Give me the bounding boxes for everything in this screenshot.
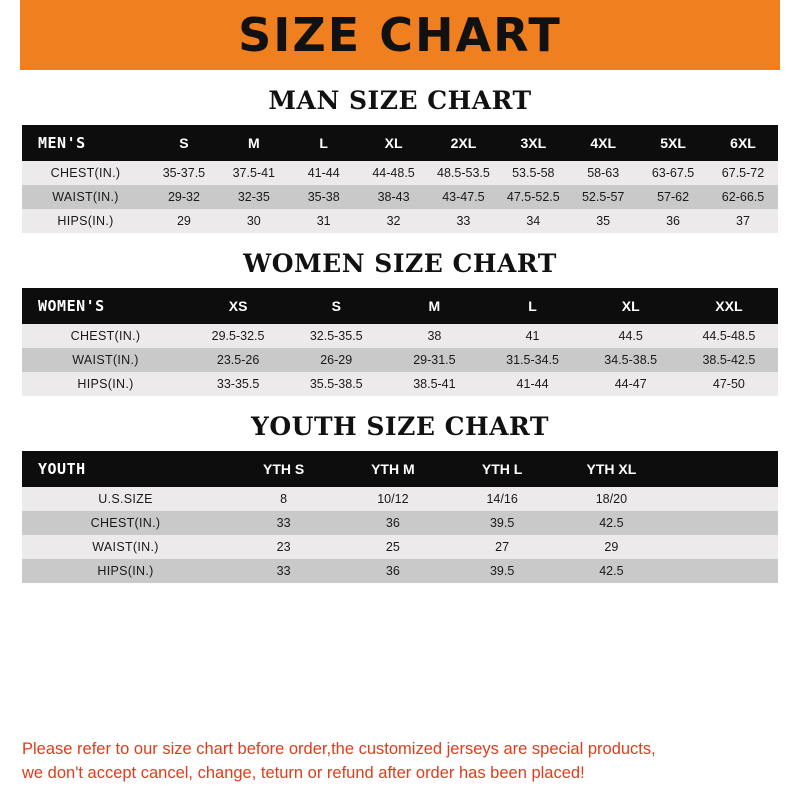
table-row <box>22 559 778 583</box>
men-chest-8: 67.5-72 <box>708 161 778 185</box>
women-size-table <box>22 288 778 396</box>
women-chest-4: 44.5 <box>582 324 680 348</box>
men-hips-2: 31 <box>289 209 359 233</box>
youth-waist-3: 29 <box>557 535 666 559</box>
page-title: SIZE CHART <box>238 8 562 62</box>
table-header-row <box>22 451 778 487</box>
youth-chest-0: 33 <box>229 511 338 535</box>
youth-chest-1: 36 <box>338 511 447 535</box>
men-hips-0: 29 <box>149 209 219 233</box>
women-col-5: XXL <box>680 288 778 324</box>
women-chest-1: 32.5-35.5 <box>287 324 385 348</box>
men-size-table <box>22 125 778 233</box>
men-waist-3: 38-43 <box>359 185 429 209</box>
youth-waist-2: 27 <box>448 535 557 559</box>
youth-chest-3: 42.5 <box>557 511 666 535</box>
men-hips-4: 33 <box>429 209 499 233</box>
youth-spacer-cell <box>666 511 778 535</box>
youth-hips-2: 39.5 <box>448 559 557 583</box>
men-hips-8: 37 <box>708 209 778 233</box>
men-chest-2: 41-44 <box>289 161 359 185</box>
table-row <box>22 185 778 209</box>
women-hips-3: 41-44 <box>483 372 581 396</box>
men-col-6: 4XL <box>568 125 638 161</box>
youth-ussize-2: 14/16 <box>448 487 557 511</box>
women-row-label-waist: WAIST(IN.) <box>22 348 189 372</box>
men-chest-5: 53.5-58 <box>498 161 568 185</box>
men-hips-1: 30 <box>219 209 289 233</box>
youth-col-1: YTH M <box>338 451 447 487</box>
youth-col-spacer <box>666 451 778 487</box>
men-col-4: 2XL <box>429 125 499 161</box>
men-hips-7: 36 <box>638 209 708 233</box>
women-waist-0: 23.5-26 <box>189 348 287 372</box>
women-hips-5: 47-50 <box>680 372 778 396</box>
women-table-head <box>22 288 778 324</box>
women-col-2: M <box>385 288 483 324</box>
women-waist-5: 38.5-42.5 <box>680 348 778 372</box>
men-hips-6: 35 <box>568 209 638 233</box>
men-chest-0: 35-37.5 <box>149 161 219 185</box>
table-header-row <box>22 288 778 324</box>
section-title-youth: YOUTH SIZE CHART <box>251 412 549 441</box>
women-col-1: S <box>287 288 385 324</box>
table-row <box>22 511 778 535</box>
women-hips-2: 38.5-41 <box>385 372 483 396</box>
men-waist-6: 52.5-57 <box>568 185 638 209</box>
table-row <box>22 535 778 559</box>
table-row <box>22 487 778 511</box>
men-col-1: M <box>219 125 289 161</box>
men-col-8: 6XL <box>708 125 778 161</box>
table-row <box>22 324 778 348</box>
youth-col-3: YTH XL <box>557 451 666 487</box>
banner-right-margin <box>780 0 800 70</box>
table-row <box>22 372 778 396</box>
women-col-3: L <box>483 288 581 324</box>
section-title-women: WOMEN SIZE CHART <box>243 249 557 278</box>
youth-spacer-cell <box>666 559 778 583</box>
women-row-label-hips: HIPS(IN.) <box>22 372 189 396</box>
women-header-label: WOMEN'S <box>22 288 189 324</box>
women-hips-1: 35.5-38.5 <box>287 372 385 396</box>
youth-hips-0: 33 <box>229 559 338 583</box>
youth-row-label-hips: HIPS(IN.) <box>22 559 229 583</box>
section-men <box>0 70 800 233</box>
men-waist-4: 43-47.5 <box>429 185 499 209</box>
youth-ussize-0: 8 <box>229 487 338 511</box>
youth-ussize-1: 10/12 <box>338 487 447 511</box>
men-chest-6: 58-63 <box>568 161 638 185</box>
women-hips-0: 33-35.5 <box>189 372 287 396</box>
women-chest-3: 41 <box>483 324 581 348</box>
disclaimer-line-1: Please refer to our size chart before order,the customized jerseys are special products, <box>22 740 656 759</box>
youth-table-head <box>22 451 778 487</box>
men-row-label-hips: HIPS(IN.) <box>22 209 149 233</box>
table-row <box>22 209 778 233</box>
men-table-head <box>22 125 778 161</box>
women-waist-1: 26-29 <box>287 348 385 372</box>
men-col-3: XL <box>359 125 429 161</box>
women-chest-5: 44.5-48.5 <box>680 324 778 348</box>
youth-size-table <box>22 451 778 583</box>
men-table-body <box>22 161 778 233</box>
men-col-5: 3XL <box>498 125 568 161</box>
men-waist-5: 47.5-52.5 <box>498 185 568 209</box>
youth-table-body <box>22 487 778 583</box>
youth-col-0: YTH S <box>229 451 338 487</box>
men-waist-1: 32-35 <box>219 185 289 209</box>
disclaimer-line-2: we don't accept cancel, change, teturn or refund after order has been placed! <box>22 764 585 783</box>
women-waist-2: 29-31.5 <box>385 348 483 372</box>
men-header-label: MEN'S <box>22 125 149 161</box>
men-chest-4: 48.5-53.5 <box>429 161 499 185</box>
section-women <box>0 233 800 396</box>
youth-hips-3: 42.5 <box>557 559 666 583</box>
women-waist-4: 34.5-38.5 <box>582 348 680 372</box>
men-row-label-chest: CHEST(IN.) <box>22 161 149 185</box>
men-waist-0: 29-32 <box>149 185 219 209</box>
table-row <box>22 161 778 185</box>
youth-header-label: YOUTH <box>22 451 229 487</box>
section-title-men: MAN SIZE CHART <box>268 86 532 115</box>
youth-hips-1: 36 <box>338 559 447 583</box>
men-chest-7: 63-67.5 <box>638 161 708 185</box>
women-waist-3: 31.5-34.5 <box>483 348 581 372</box>
youth-waist-1: 25 <box>338 535 447 559</box>
women-col-4: XL <box>582 288 680 324</box>
men-row-label-waist: WAIST(IN.) <box>22 185 149 209</box>
women-row-label-chest: CHEST(IN.) <box>22 324 189 348</box>
women-hips-4: 44-47 <box>582 372 680 396</box>
youth-spacer-cell <box>666 487 778 511</box>
men-col-0: S <box>149 125 219 161</box>
youth-col-2: YTH L <box>448 451 557 487</box>
men-chest-3: 44-48.5 <box>359 161 429 185</box>
men-hips-5: 34 <box>498 209 568 233</box>
youth-waist-0: 23 <box>229 535 338 559</box>
men-chest-1: 37.5-41 <box>219 161 289 185</box>
women-chest-0: 29.5-32.5 <box>189 324 287 348</box>
youth-row-label-waist: WAIST(IN.) <box>22 535 229 559</box>
header-banner <box>0 0 800 70</box>
section-youth <box>0 396 800 583</box>
men-waist-7: 57-62 <box>638 185 708 209</box>
men-col-7: 5XL <box>638 125 708 161</box>
youth-row-label-chest: CHEST(IN.) <box>22 511 229 535</box>
men-hips-3: 32 <box>359 209 429 233</box>
disclaimer-note <box>0 728 800 800</box>
table-header-row <box>22 125 778 161</box>
youth-spacer-cell <box>666 535 778 559</box>
banner-left-margin <box>0 0 20 70</box>
youth-row-label-ussize: U.S.SIZE <box>22 487 229 511</box>
men-waist-2: 35-38 <box>289 185 359 209</box>
women-chest-2: 38 <box>385 324 483 348</box>
women-table-body <box>22 324 778 396</box>
youth-chest-2: 39.5 <box>448 511 557 535</box>
men-col-2: L <box>289 125 359 161</box>
youth-ussize-3: 18/20 <box>557 487 666 511</box>
women-col-0: XS <box>189 288 287 324</box>
table-row <box>22 348 778 372</box>
men-waist-8: 62-66.5 <box>708 185 778 209</box>
